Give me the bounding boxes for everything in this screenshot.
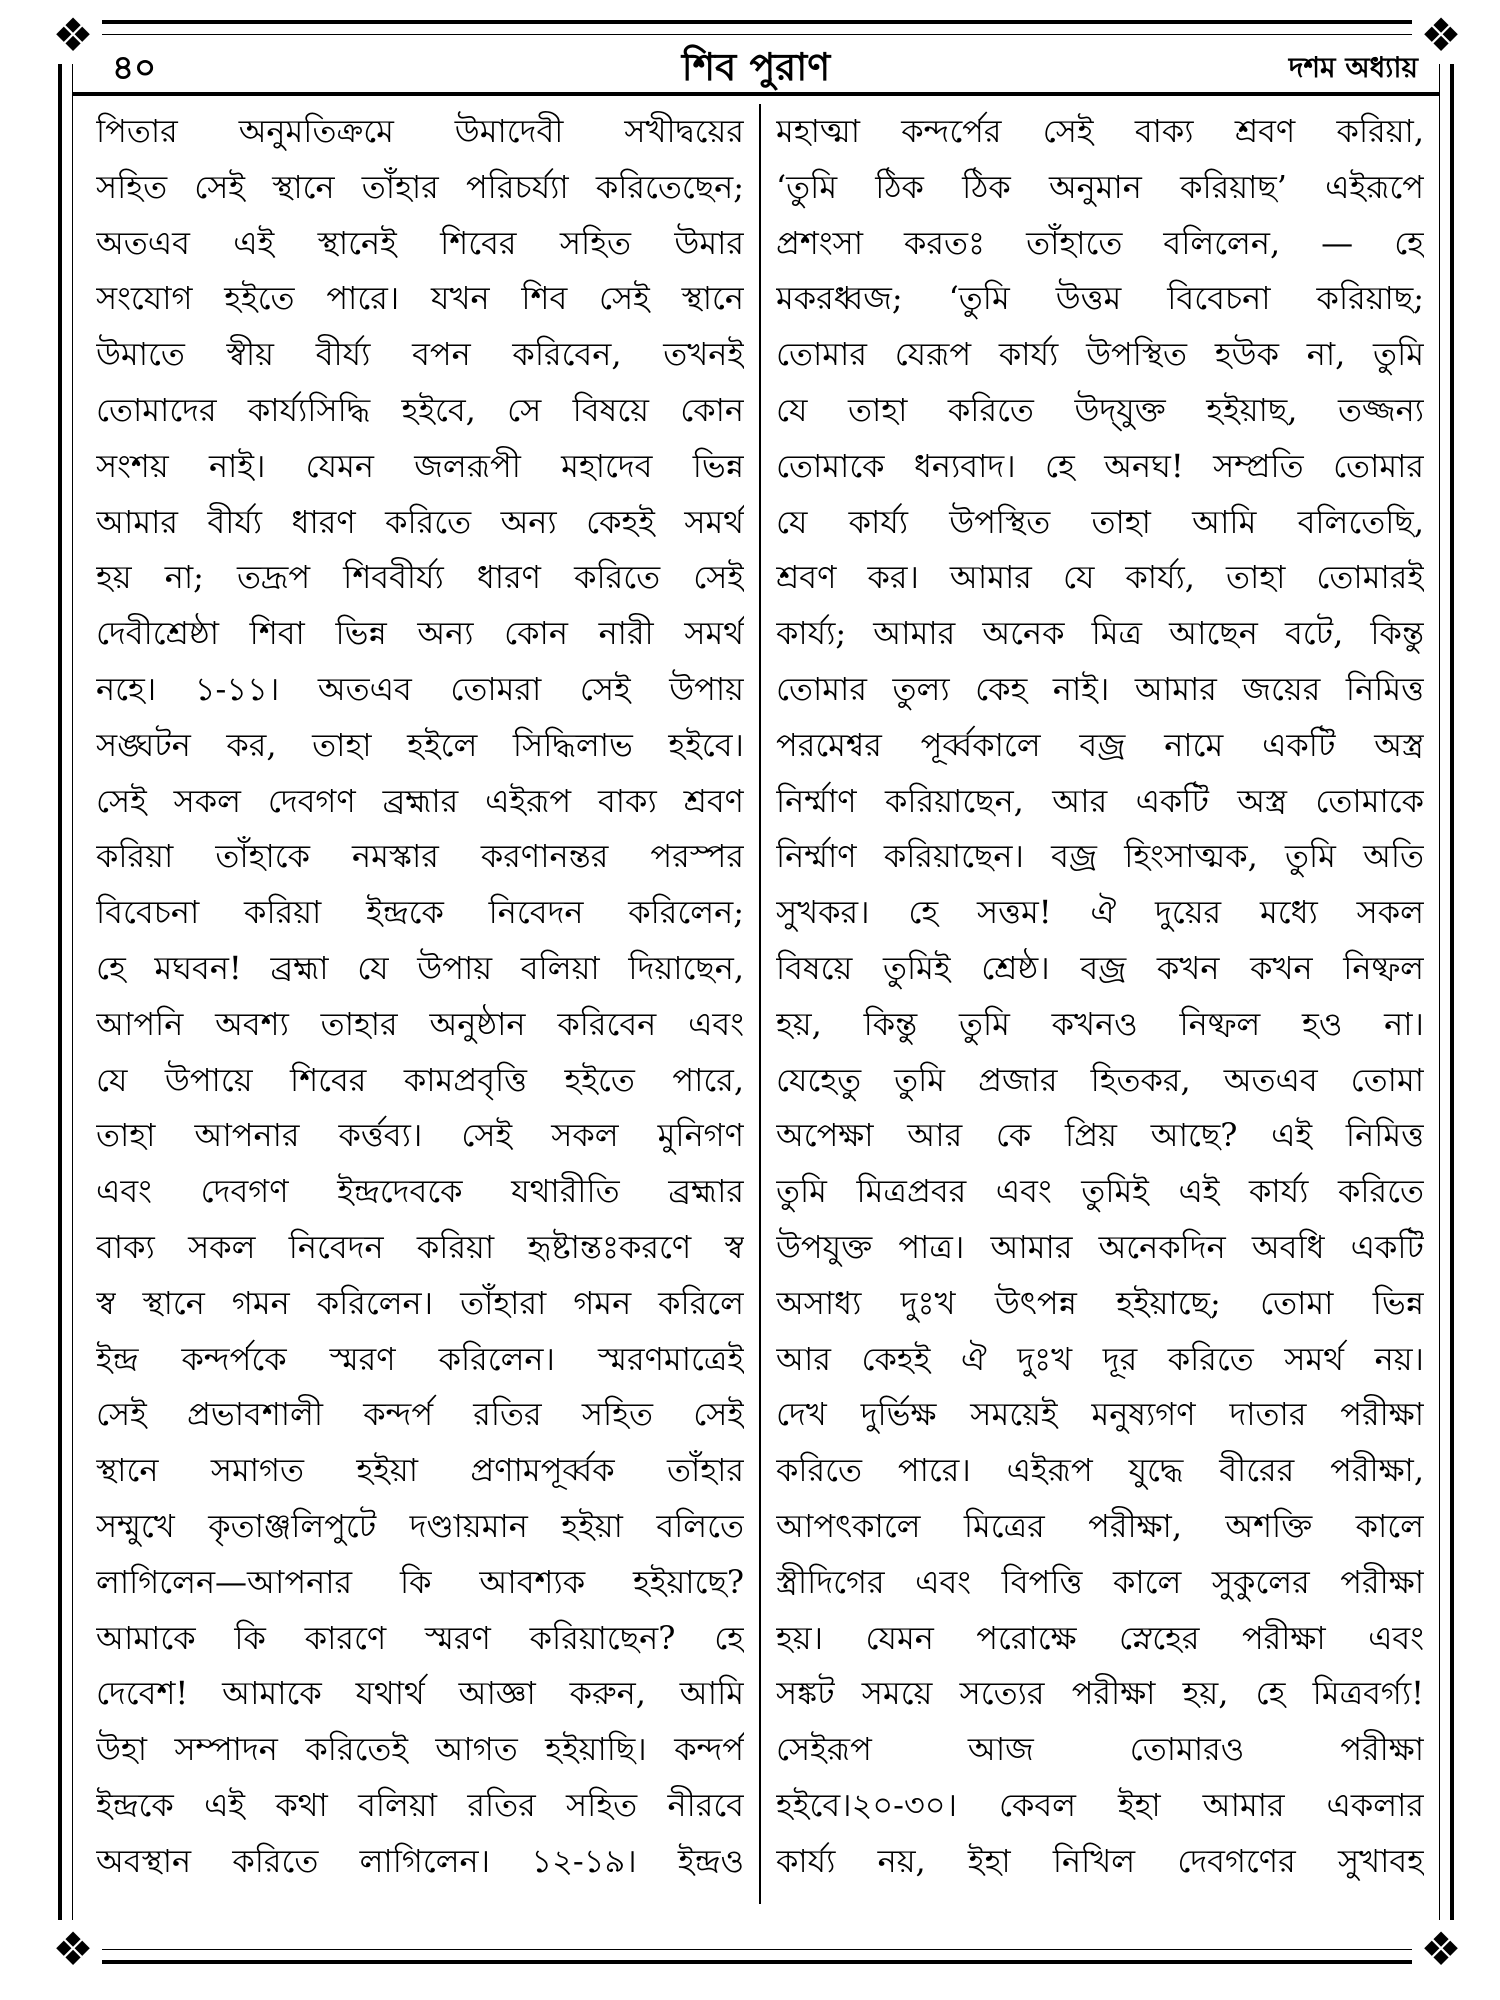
text-line: হয় না; তদ্রূপ শিববীর্য্য ধারণ করিতে সেই bbox=[96, 558, 744, 597]
text-line: স্থানে সমাগত হইয়া প্রণামপূর্ব্বক তাঁহার bbox=[96, 1451, 744, 1490]
left-column bbox=[96, 104, 744, 1890]
text-line: স্ত্রীদিগের এবং বিপত্তি কালে সুকুলের পরীক্ষা bbox=[776, 1562, 1424, 1601]
text-line: তোমাদের কার্য্যসিদ্ধি হইবে, সে বিষয়ে কোন bbox=[96, 390, 744, 429]
column-divider bbox=[759, 104, 761, 1904]
corner-ornament-icon: ❖ bbox=[1412, 1920, 1470, 1978]
text-line: কার্য্য; আমার অনেক মিত্র আছেন বটে, কিন্তু bbox=[776, 614, 1424, 653]
text-line: আমাকে কি কারণে স্মরণ করিয়াছেন? হে bbox=[96, 1618, 744, 1657]
text-line: তোমাকে ধন্যবাদ। হে অনঘ! সম্প্রতি তোমার bbox=[776, 446, 1424, 485]
page-header bbox=[72, 34, 1440, 96]
text-line: তোমার যেরূপ কার্য্য উপস্থিত হউক না, তুমি bbox=[776, 335, 1424, 374]
text-line: হয়। যেমন পরোক্ষে স্নেহের পরীক্ষা এবং bbox=[776, 1618, 1424, 1657]
text-line: হয়, কিন্তু তুমি কখনও নিষ্ফল হও না। bbox=[776, 1004, 1424, 1043]
text-line: সম্মুখে কৃতাঞ্জলিপুটে দণ্ডায়মান হইয়া বলিতে bbox=[96, 1506, 744, 1545]
text-line: বিষয়ে তুমিই শ্রেষ্ঠ। বজ্র কখন কখন নিষ্ফল bbox=[776, 948, 1424, 987]
text-line: নির্ম্মাণ করিয়াছেন, আর একটি অস্ত্র তোমাকে bbox=[776, 781, 1424, 820]
text-line: হে মঘবন! ব্রহ্মা যে উপায় বলিয়া দিয়াছেন, bbox=[96, 948, 744, 987]
text-line: যে তাহা করিতে উদ্‌যুক্ত হইয়াছ, তজ্জন্য bbox=[776, 390, 1424, 429]
text-line: উমাতে স্বীয় বীর্য্য বপন করিবেন, তখনই bbox=[96, 335, 744, 374]
text-line: হইবে।২০-৩০। কেবল ইহা আমার একলার bbox=[776, 1785, 1424, 1824]
text-line: লাগিলেন—আপনার কি আবশ্যক হইয়াছে? bbox=[96, 1562, 744, 1601]
corner-ornament-icon: ❖ bbox=[1412, 6, 1470, 64]
text-line: নহে। ১-১১। অতএব তোমরা সেই উপায় bbox=[96, 669, 744, 708]
text-line: অবস্থান করিতে লাগিলেন। ১২-১৯। ইন্দ্রও bbox=[96, 1841, 744, 1880]
text-line: করিয়া তাঁহাকে নমস্কার করণানন্তর পরস্পর bbox=[96, 837, 744, 876]
text-line: সঙ্ঘটন কর, তাহা হইলে সিদ্ধিলাভ হইবে। bbox=[96, 725, 744, 764]
text-line: যেহেতু তুমি প্রজার হিতকর, অতএব তোমা bbox=[776, 1060, 1424, 1099]
text-line: সেই সকল দেবগণ ব্রহ্মার এইরূপ বাক্য শ্রবণ bbox=[96, 781, 744, 820]
text-line: দেবেশ! আমাকে যথার্থ আজ্ঞা করুন, আমি bbox=[96, 1674, 744, 1713]
page-number: ৪০ bbox=[112, 48, 157, 88]
text-line: সঙ্কট সময়ে সত্যের পরীক্ষা হয়, হে মিত্রবর্গ্য! bbox=[776, 1674, 1424, 1713]
text-line: উহা সম্পাদন করিতেই আগত হইয়াছি। কন্দর্প bbox=[96, 1730, 744, 1769]
text-line: সেইরূপ আজ তোমারও পরীক্ষা bbox=[776, 1730, 1424, 1769]
right-column bbox=[776, 104, 1424, 1890]
text-columns bbox=[96, 104, 1426, 1904]
text-line: পিতার অনুমতিক্রমে উমাদেবী সখীদ্বয়ের bbox=[96, 112, 744, 150]
text-line: মকরধ্বজ; ‘তুমি উত্তম বিবেচনা করিয়াছ; bbox=[776, 279, 1424, 318]
text-line: আর কেহই ঐ দুঃখ দূর করিতে সমর্থ নয়। bbox=[776, 1339, 1424, 1378]
text-line: স্ব স্থানে গমন করিলেন। তাঁহারা গমন করিলে bbox=[96, 1283, 744, 1322]
corner-ornament-icon: ❖ bbox=[44, 1920, 102, 1978]
text-line: বাক্য সকল নিবেদন করিয়া হৃষ্টান্তঃকরণে স্ব bbox=[96, 1227, 744, 1266]
text-line: করিতে পারে। এইরূপ যুদ্ধে বীরের পরীক্ষা, bbox=[776, 1451, 1424, 1490]
text-line: পরমেশ্বর পূর্ব্বকালে বজ্র নামে একটি অস্ত্র bbox=[776, 725, 1424, 764]
text-line: তুমি মিত্রপ্রবর এবং তুমিই এই কার্য্য করিতে bbox=[776, 1172, 1424, 1211]
text-line: তোমার তুল্য কেহ নাই। আমার জয়ের নিমিত্ত bbox=[776, 669, 1424, 708]
text-line: অসাধ্য দুঃখ উৎপন্ন হইয়াছে; তোমা ভিন্ন bbox=[776, 1283, 1424, 1322]
chapter-title: দশম অধ্যায় bbox=[1288, 51, 1418, 84]
text-line: নির্ম্মাণ করিয়াছেন। বজ্র হিংসাত্মক, তুমি অতি bbox=[776, 837, 1424, 876]
text-line: অতএব এই স্থানেই শিবের সহিত উমার bbox=[96, 223, 744, 262]
book-title: শিব পুরাণ bbox=[681, 44, 831, 89]
text-line: দেবীশ্রেষ্ঠা শিবা ভিন্ন অন্য কোন নারী সমর্থ bbox=[96, 614, 744, 653]
text-line: সংশয় নাই। যেমন জলরূপী মহাদেব ভিন্ন bbox=[96, 446, 744, 485]
text-line: প্রশংসা করতঃ তাঁহাতে বলিলেন, — হে bbox=[776, 223, 1424, 262]
text-line: আপৎকালে মিত্রের পরীক্ষা, অশক্তি কালে bbox=[776, 1506, 1424, 1545]
text-line: উপযুক্ত পাত্র। আমার অনেকদিন অবধি একটি bbox=[776, 1227, 1424, 1266]
text-line: সেই প্রভাবশালী কন্দর্প রতির সহিত সেই bbox=[96, 1395, 744, 1434]
text-line: বিবেচনা করিয়া ইন্দ্রকে নিবেদন করিলেন; bbox=[96, 893, 744, 932]
text-line: সুখকর। হে সত্তম! ঐ দুয়ের মধ্যে সকল bbox=[776, 893, 1424, 932]
text-line: ইন্দ্রকে এই কথা বলিয়া রতির সহিত নীরবে bbox=[96, 1785, 744, 1824]
text-line: কার্য্য নয়, ইহা নিখিল দেবগণের সুখাবহ bbox=[776, 1841, 1424, 1880]
text-line: সহিত সেই স্থানে তাঁহার পরিচর্য্যা করিতেছেন; bbox=[96, 167, 744, 206]
text-line: আপনি অবশ্য তাহার অনুষ্ঠান করিবেন এবং bbox=[96, 1004, 744, 1043]
corner-ornament-icon: ❖ bbox=[44, 6, 102, 64]
text-line: সংযোগ হইতে পারে। যখন শিব সেই স্থানে bbox=[96, 279, 744, 318]
text-line: দেখ দুর্ভিক্ষ সময়েই মনুষ্যগণ দাতার পরীক্ষা bbox=[776, 1395, 1424, 1434]
text-line: আমার বীর্য্য ধারণ করিতে অন্য কেহই সমর্থ bbox=[96, 502, 744, 541]
text-line: ‘তুমি ঠিক ঠিক অনুমান করিয়াছ’ এইরূপে bbox=[776, 167, 1424, 206]
text-line: অপেক্ষা আর কে প্রিয় আছে? এই নিমিত্ত bbox=[776, 1116, 1424, 1155]
text-line: মহাত্মা কন্দর্পের সেই বাক্য শ্রবণ করিয়া, bbox=[776, 112, 1424, 150]
text-line: তাহা আপনার কর্ত্তব্য। সেই সকল মুনিগণ bbox=[96, 1116, 744, 1155]
text-line: ইন্দ্র কন্দর্পকে স্মরণ করিলেন। স্মরণমাত্রেই bbox=[96, 1339, 744, 1378]
text-line: এবং দেবগণ ইন্দ্রদেবকে যথারীতি ব্রহ্মার bbox=[96, 1172, 744, 1211]
text-line: যে কার্য্য উপস্থিত তাহা আমি বলিতেছি, bbox=[776, 502, 1424, 541]
text-line: শ্রবণ কর। আমার যে কার্য্য, তাহা তোমারই bbox=[776, 558, 1424, 597]
text-line: যে উপায়ে শিবের কামপ্রবৃত্তি হইতে পারে, bbox=[96, 1060, 744, 1099]
